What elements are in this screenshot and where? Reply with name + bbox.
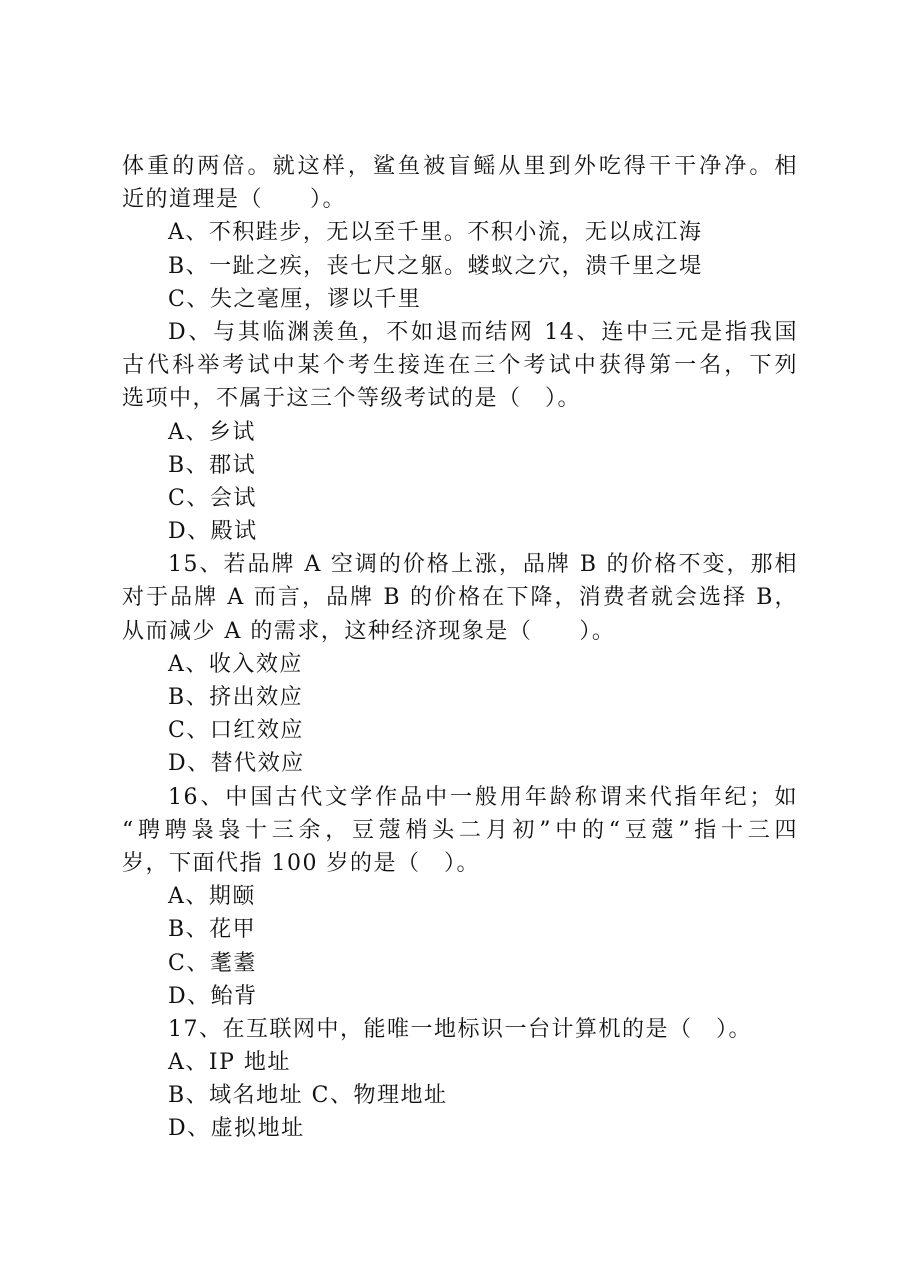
text-line: 近的道理是（ ）。 [122, 187, 347, 213]
text-line: 体重的两倍。就这样，鲨鱼被盲鳐从里到外吃得干干净净。相 [122, 154, 798, 179]
option-b: B、花甲 [168, 917, 257, 943]
question-17: 17、在互联网中，能唯一地标识一台计算机的是（ ）。 [168, 1016, 752, 1042]
option-a: A、乡试 [168, 419, 256, 445]
option-c: C、耄耋 [168, 950, 257, 976]
option-d: D、与其临渊羡鱼，不如退而结网 14、连中三元是指我国 [168, 319, 798, 345]
option-a: A、不积跬步，无以至千里。不积小流，无以成江海 [168, 220, 703, 246]
option-c: C、失之毫厘，谬以千里 [168, 286, 422, 312]
option-b: B、一趾之疾，丧七尺之躯。蝼蚁之穴，溃千里之堤 [168, 253, 703, 279]
option-d: D、替代效应 [168, 751, 305, 777]
option-a: A、收入效应 [168, 651, 303, 677]
option-b: B、郡试 [168, 452, 257, 478]
text-line: 选项中，不属于这三个等级考试的是（ ）。 [122, 386, 582, 412]
text-line: 从而减少 A 的需求，这种经济现象是（ ）。 [122, 618, 616, 644]
option-a: A、期颐 [168, 884, 256, 910]
text-line: 对于品牌 A 而言，品牌 B 的价格在下降，消费者就会选择 B， [122, 585, 798, 611]
option-b-c: B、域名地址 C、物理地址 [168, 1083, 448, 1109]
option-d: D、虚拟地址 [168, 1116, 305, 1142]
text-line: 古代科举考试中某个考生接连在三个考试中获得第一名，下列 [122, 353, 798, 379]
question-text-block [122, 150, 798, 1146]
option-c: C、会试 [168, 485, 257, 511]
question-16: 16、中国古代文学作品中一般用年龄称谓来代指年纪；如 [168, 784, 798, 810]
option-d: D、殿试 [168, 519, 258, 545]
text-line: “聘聘袅袅十三余，豆蔻梢头二月初”中的“豆蔻”指十三四 [122, 817, 798, 843]
question-15: 15、若品牌 A 空调的价格上涨，品牌 B 的价格不变，那相 [168, 552, 798, 578]
option-a: A、IP 地址 [168, 1050, 291, 1076]
text-line: 岁，下面代指 100 岁的是（ ）。 [122, 850, 480, 876]
option-b: B、挤出效应 [168, 685, 304, 710]
option-d: D、鲐背 [168, 983, 258, 1009]
option-c: C、口红效应 [168, 718, 304, 744]
